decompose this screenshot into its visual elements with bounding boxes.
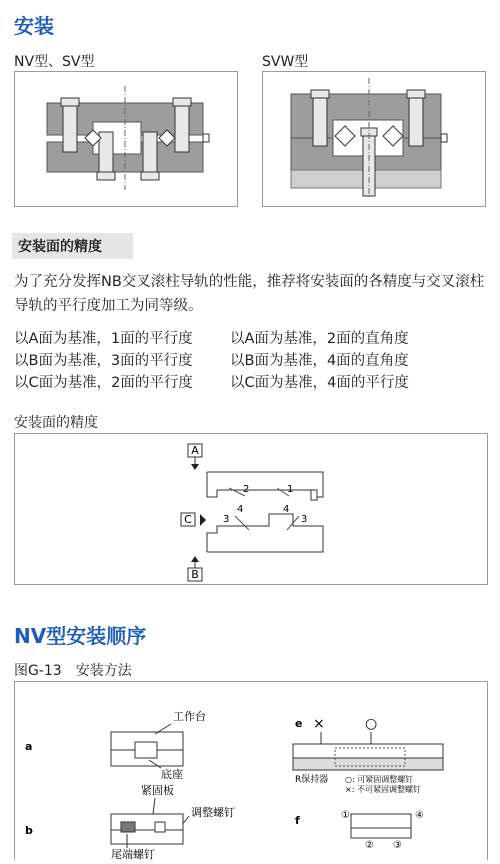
mark-x: ×: [313, 716, 325, 732]
accuracy-drawing: [15, 434, 487, 584]
svw-cross-section-drawing: [263, 72, 485, 206]
circled-2: ②: [365, 840, 374, 851]
nv-sv-cross-section-drawing: [15, 72, 237, 206]
accuracy-row: [14, 372, 486, 394]
worktable-label: 工作台: [173, 710, 206, 723]
svw-install-figure: [262, 71, 486, 207]
datum-b-label: B: [191, 568, 199, 581]
step-a-label: a: [25, 740, 33, 753]
accuracy-row-right: 以A面为基准，2面的直角度: [230, 331, 409, 347]
nv-sv-label: NV型、SV型: [14, 54, 95, 70]
svw-label: SVW型: [262, 54, 309, 70]
accuracy-intro: 为了充分发挥NB交叉滚柱导轨的性能，推荐将安装面的各精度与交叉滚柱导轨的平行度加工为同等级。: [14, 274, 485, 314]
accuracy-figure: [14, 433, 488, 585]
accuracy-figure-label: 安装面的精度: [14, 415, 98, 431]
mark-o: ○: [365, 716, 378, 732]
surface-4-right: 4: [283, 504, 290, 515]
section-title-install: 安装: [14, 14, 54, 38]
procedure-figure: [14, 681, 488, 860]
accuracy-row-right: 以B面为基准，4面的直角度: [230, 353, 409, 369]
accuracy-subtitle: 安装面的精度: [12, 233, 133, 259]
datum-a-label: A: [191, 444, 199, 457]
procedure-drawing: [15, 682, 487, 860]
surface-3-right: 3: [301, 514, 308, 525]
base-label: 底座: [161, 768, 183, 781]
circled-1: ①: [341, 810, 350, 821]
datum-c-label: C: [184, 513, 192, 526]
surface-2-upper: 2: [243, 484, 250, 495]
accuracy-row-left: 以A面为基准，1面的平行度: [14, 331, 193, 347]
accuracy-row: [14, 328, 486, 350]
accuracy-rows: [14, 328, 486, 394]
accuracy-row-left: 以B面为基准，3面的平行度: [14, 353, 193, 369]
step-e-label: e: [295, 717, 303, 730]
nv-sv-install-figure: [14, 71, 238, 207]
procedure-figure-label: 图G-13 安装方法: [14, 663, 132, 679]
legend-x: ×: 不可紧固调整螺钉: [345, 785, 421, 794]
adjust-screw-label: 调整螺钉: [191, 806, 235, 819]
circled-3: ③: [393, 840, 402, 851]
step-b-label: b: [25, 824, 33, 837]
step-f-label: f: [295, 814, 300, 827]
surface-3-left: 3: [223, 514, 230, 525]
accuracy-row: [14, 350, 486, 372]
section-title-nv-procedure: NV型安装顺序: [14, 624, 147, 648]
r-retainer-label: R保持器: [295, 775, 329, 785]
accuracy-row-left: 以C面为基准，2面的平行度: [14, 375, 193, 391]
surface-4-left: 4: [237, 504, 244, 515]
clamp-plate-label: 紧固板: [141, 784, 174, 797]
surface-1-label: 1: [287, 484, 294, 495]
circled-4: ④: [415, 810, 424, 821]
accuracy-row-right: 以C面为基准，4面的平行度: [230, 375, 409, 391]
end-screw-label: 尾端螺钉: [111, 848, 155, 860]
legend-o: ○: 可紧固调整螺钉: [345, 775, 414, 784]
